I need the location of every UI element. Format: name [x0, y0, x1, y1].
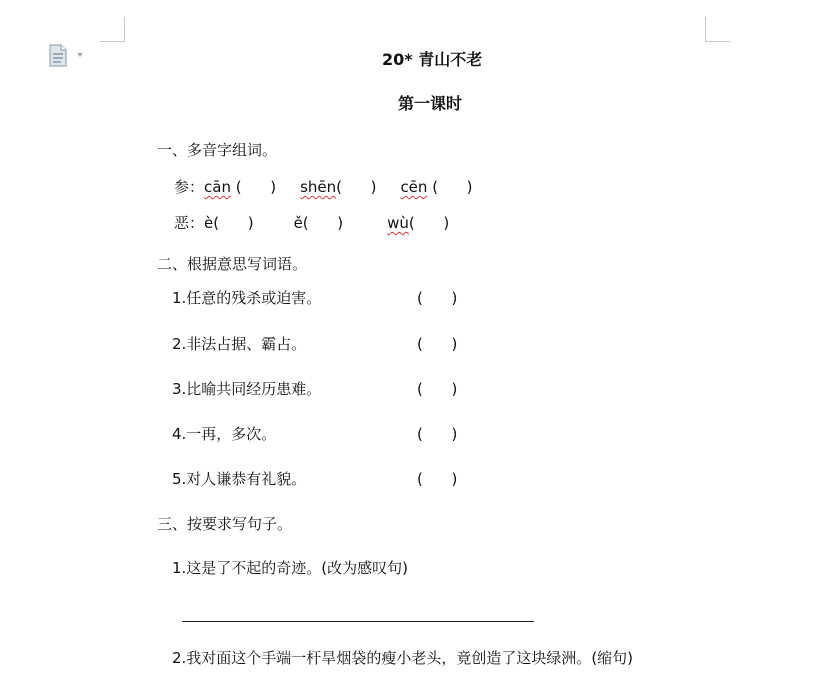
pinyin: è — [204, 214, 214, 232]
pinyin: shēn — [300, 178, 337, 196]
page-corner-mark-top-right — [705, 17, 730, 42]
answer-blank: ( ) — [230, 178, 277, 196]
answer-blank: ( ) — [427, 178, 473, 196]
document-menu-icon[interactable] — [49, 44, 89, 68]
definition-item — [172, 379, 321, 399]
definition-item — [172, 334, 306, 354]
section-heading: 一、多音字组词。 — [157, 141, 278, 159]
answer-blank: ( ) — [417, 425, 458, 443]
answer-underline — [182, 621, 534, 622]
definition-item — [172, 288, 321, 308]
document-title: 20* 青山不老 — [382, 50, 483, 69]
pinyin: cān — [204, 178, 231, 196]
polyphone-char: 恶： — [174, 214, 205, 232]
answer-blank: ( ) — [336, 178, 377, 196]
definition-text: 1.任意的残杀或迫害。 — [172, 289, 322, 307]
answer-blank: ( ) — [417, 470, 458, 488]
pinyin: cēn — [400, 178, 428, 196]
page-corner-mark-top-left — [100, 17, 125, 42]
sentence-task: 2.我对面这个手端一杆旱烟袋的瘦小老头，竟创造了这块绿洲。(缩句) — [172, 649, 634, 667]
definition-item — [172, 424, 276, 444]
answer-blank: ( ) — [213, 214, 254, 232]
answer-blank: ( ) — [417, 335, 458, 353]
pinyin: wù — [387, 214, 409, 232]
definition-item — [172, 469, 306, 489]
section-heading: 二、根据意思写词语。 — [157, 255, 308, 273]
sentence-task: 1.这是了不起的奇迹。(改为感叹句) — [172, 559, 409, 577]
section-heading: 三、按要求写句子。 — [157, 515, 293, 533]
definition-text: 2.非法占据、霸占。 — [172, 335, 307, 353]
answer-blank: ( ) — [302, 214, 344, 232]
pinyin: ě — [293, 214, 303, 232]
definition-text: 5.对人谦恭有礼貌。 — [172, 470, 307, 488]
answer-blank: ( ) — [408, 214, 450, 232]
document-subtitle: 第一课时 — [398, 94, 463, 113]
answer-blank: ( ) — [417, 380, 458, 398]
polyphone-row — [174, 177, 473, 197]
definition-text: 3.比喻共同经历患难。 — [172, 380, 322, 398]
answer-blank: ( ) — [417, 289, 458, 307]
polyphone-row — [174, 213, 449, 233]
polyphone-char: 参： — [174, 178, 205, 196]
definition-text: 4.一再，多次。 — [172, 425, 277, 443]
